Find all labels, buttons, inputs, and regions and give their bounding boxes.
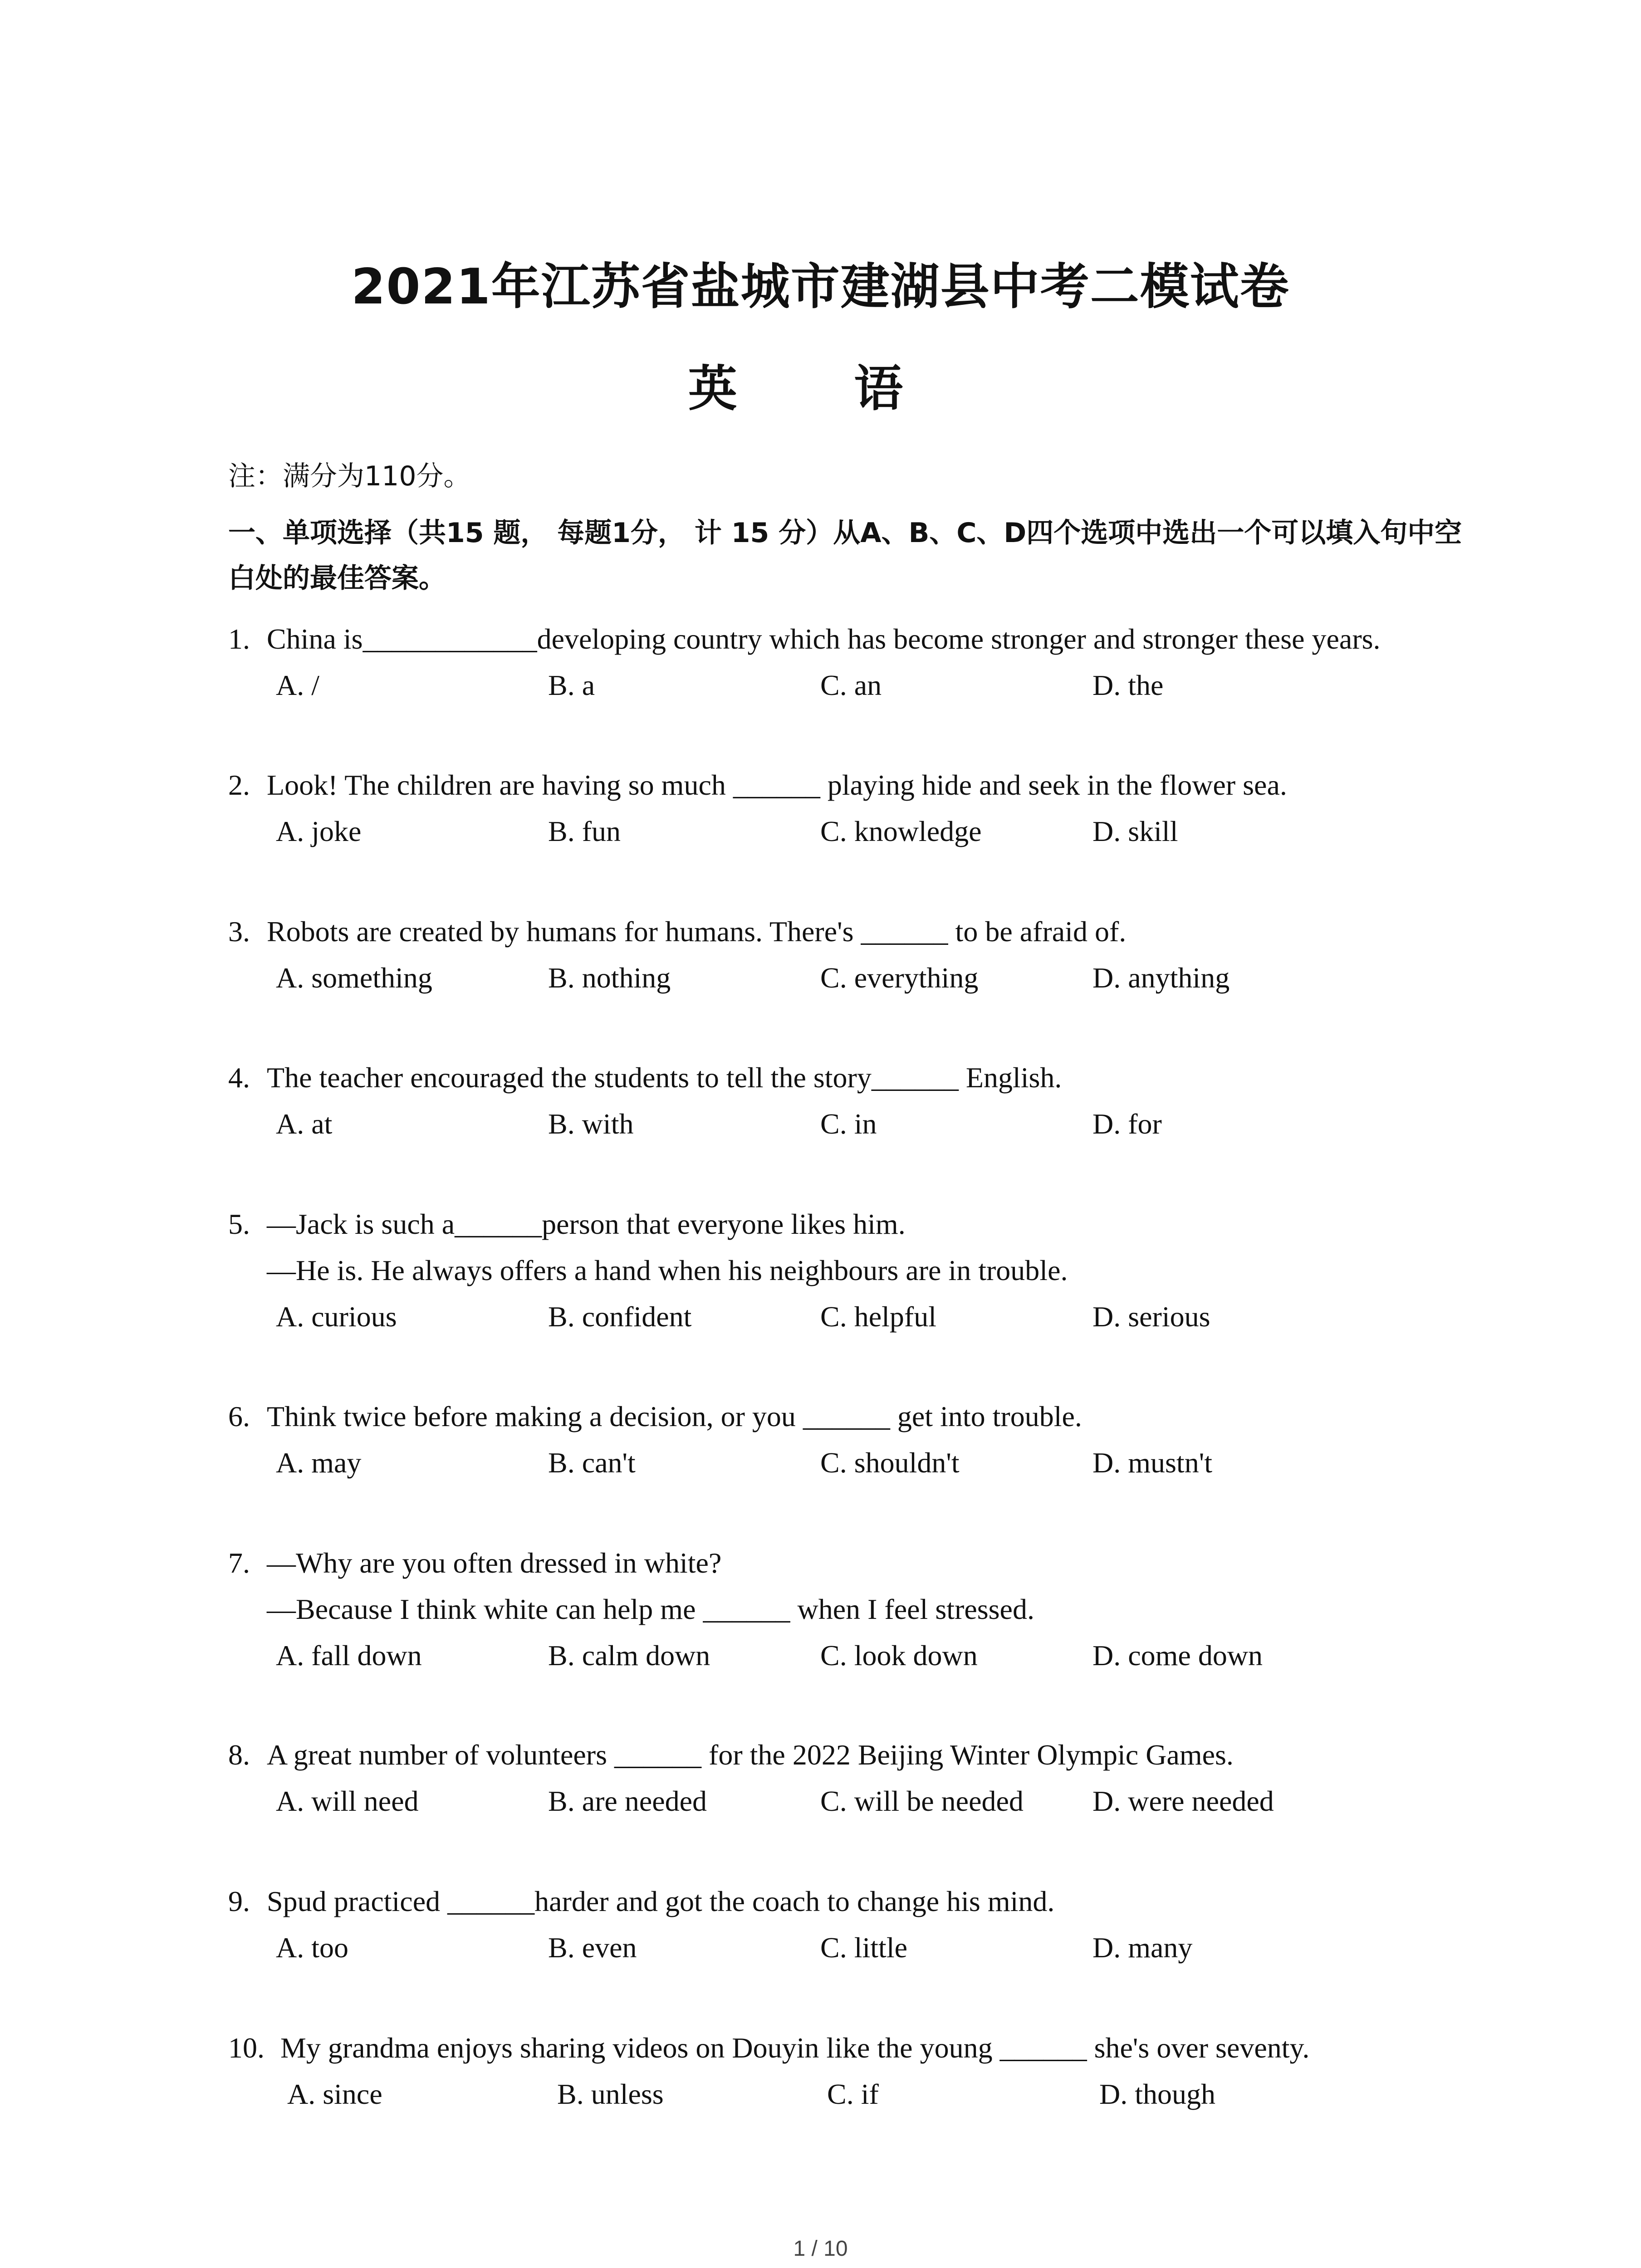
question-number: 10. [228,2032,265,2064]
option-d: D. mustn't [1092,1447,1212,1479]
question-number: 6. [228,1400,250,1432]
question-stem [228,616,1480,662]
question-stem [228,1201,1480,1247]
question-number: 1. [228,623,250,655]
option-b: B. fun [548,815,621,847]
option-d: D. many [1092,1931,1193,1964]
question-text: Look! The children are having so much ______ playing hide and seek in the flower sea. [267,769,1287,801]
question-7 [228,1540,1480,1679]
question-1 [228,616,1480,709]
question-stem [228,1878,1480,1925]
option-c: C. helpful [820,1300,936,1333]
options-row [276,1440,1480,1486]
option-a: A. curious [276,1300,397,1333]
question-text: China is____________developing country which has become stronger and stronger these years. [267,623,1381,655]
subject-title: 英 语 [688,361,953,417]
option-a: A. joke [276,815,362,847]
question-8 [228,1732,1480,1824]
question-text: Robots are created by humans for humans. There's ______ to be afraid of. [267,915,1127,948]
question-number: 9. [228,1885,250,1917]
question-number: 5. [228,1208,250,1240]
question-9 [228,1878,1480,1971]
option-d: D. anything [1092,962,1230,994]
option-c: C. look down [820,1639,978,1672]
option-b: B. confident [548,1300,692,1333]
options-row [276,808,1480,855]
question-5 [228,1201,1480,1340]
score-note: 注：满分为110分。 [228,460,471,492]
question-stem [228,1540,1480,1586]
option-b: B. calm down [548,1639,710,1672]
question-number: 2. [228,769,250,801]
option-b: B. a [548,669,595,701]
option-d: D. though [1099,2078,1215,2110]
option-d: D. come down [1092,1639,1263,1672]
question-stem [228,1055,1480,1101]
options-row [276,1925,1480,1971]
option-c: C. in [820,1108,877,1140]
options-row [276,1294,1480,1340]
question-3 [228,909,1480,1001]
exam-title: 2021年江苏省盐城市建湖县中考二模试卷 [351,259,1290,315]
option-d: D. the [1092,669,1164,701]
option-a: A. since [287,2078,382,2110]
question-number: 4. [228,1061,250,1094]
option-a: A. at [276,1108,333,1140]
options-row [287,2071,1480,2117]
question-text: Think twice before making a decision, or you ______ get into trouble. [267,1400,1082,1432]
question-text: The teacher encouraged the students to tell the story______ English. [267,1061,1062,1094]
option-b: B. can't [548,1447,636,1479]
options-row [276,1778,1480,1824]
option-c: C. everything [820,962,979,994]
option-c: C. shouldn't [820,1447,960,1479]
question-number: 3. [228,915,250,948]
option-d: D. for [1092,1108,1162,1140]
question-text: Spud practiced ______harder and got the coach to change his mind. [267,1885,1055,1917]
option-d: D. were needed [1092,1785,1274,1817]
question-text: —Jack is such a______person that everyone likes him. [267,1208,906,1240]
option-c: C. little [820,1931,907,1964]
question-stem [228,1732,1480,1778]
options-row [276,1101,1480,1147]
option-b: B. nothing [548,962,671,994]
option-c: C. an [820,669,882,701]
option-a: A. / [276,669,319,701]
question-stem [228,762,1480,808]
question-text-continued: —Because I think white can help me ______ when I feel stressed. [267,1593,1034,1625]
question-text: A great number of volunteers ______ for the 2022 Beijing Winter Olympic Games. [267,1739,1234,1771]
option-a: A. will need [276,1785,419,1817]
question-number: 7. [228,1547,250,1579]
option-b: B. unless [557,2078,664,2110]
question-6 [228,1393,1480,1486]
page-number: 1 / 10 [793,2237,848,2261]
question-4 [228,1055,1480,1147]
options-row [276,1633,1480,1679]
option-c: C. if [827,2078,879,2110]
options-row [276,955,1480,1001]
option-a: A. something [276,962,432,994]
options-row [276,662,1480,709]
option-a: A. fall down [276,1639,422,1672]
question-text: My grandma enjoys sharing videos on Douyin like the young ______ she's over seventy. [280,2032,1310,2064]
option-c: C. knowledge [820,815,982,847]
option-a: A. may [276,1447,362,1479]
question-text: —Why are you often dressed in white? [267,1547,722,1579]
question-10 [228,2025,1480,2117]
option-b: B. are needed [548,1785,707,1817]
question-2 [228,762,1480,855]
option-c: C. will be needed [820,1785,1024,1817]
question-text-continued: —He is. He always offers a hand when his neighbours are in trouble. [267,1254,1068,1286]
section-heading: 一、单项选择（共15 题， 每题1分， 计 15 分）从A、B、C、D四个选项中选出一个可以填入句中空白处的最佳答案。 [228,517,1462,594]
question-stem [228,909,1480,955]
option-d: D. serious [1092,1300,1210,1333]
question-number: 8. [228,1739,250,1771]
question-stem [228,2025,1480,2071]
option-b: B. even [548,1931,637,1964]
option-d: D. skill [1092,815,1178,847]
option-b: B. with [548,1108,634,1140]
option-a: A. too [276,1931,348,1964]
question-stem [228,1393,1480,1440]
